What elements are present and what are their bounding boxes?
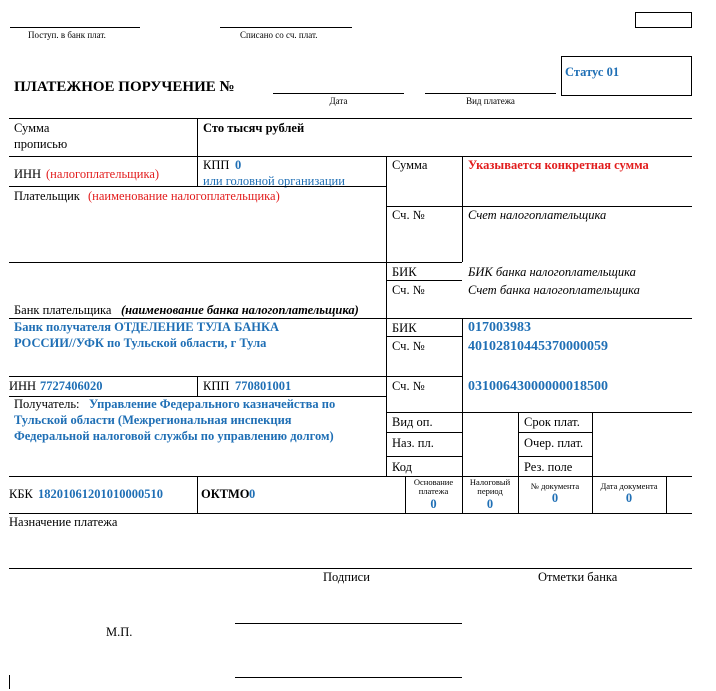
recipient-bank-bik-label: БИК: [392, 321, 417, 335]
debited-line: [220, 27, 352, 28]
received-line: [10, 27, 140, 28]
codes-divider-518: [518, 412, 519, 476]
payer-bank-name-value: (наименование банка налогоплательщика): [121, 303, 359, 317]
amount-words-label-2: прописью: [14, 137, 68, 151]
status-text: Статус 01: [565, 65, 620, 79]
date-label: Дата: [329, 96, 348, 106]
purpose-code-label: Наз. пл.: [392, 436, 434, 450]
recipient-name-2: Тульской области (Межрегиональная инспекция: [14, 413, 292, 427]
oktmo-value: 0: [249, 487, 256, 501]
line-476: [9, 476, 692, 477]
line-432-left: [386, 432, 462, 433]
payment-type-label: Вид платежа: [466, 96, 515, 106]
debited-label: Списано со сч. плат.: [240, 30, 318, 40]
amount-words-label-1: Сумма: [14, 121, 50, 135]
payer-inn-bottom: [9, 186, 386, 187]
line-262: [9, 262, 462, 263]
payer-sum-label: Сумма: [392, 158, 428, 172]
op-type-label: Вид оп.: [392, 415, 433, 429]
payer-kpp-note: или головной организации: [203, 174, 345, 188]
line-156: [9, 156, 692, 157]
line-376: [9, 376, 462, 377]
doc-number-value: 0: [551, 491, 559, 505]
payer-name-value: (наименование налогоплательщика): [88, 189, 280, 203]
doc-date-value: 0: [625, 491, 633, 505]
period-label-2: период: [477, 486, 503, 496]
recipient-kpp-label: КПП: [203, 379, 230, 393]
line-513: [9, 513, 692, 514]
recipient-bank-account-value: 40102810445370000059: [468, 339, 608, 354]
code-label: Код: [392, 460, 412, 474]
line-432-right: [518, 432, 592, 433]
recipient-bank-name-1: Банк получателя ОТДЕЛЕНИЕ ТУЛА БАНКА: [14, 320, 280, 334]
signatures-label: Подписи: [323, 570, 370, 584]
payer-account-label: Сч. №: [392, 208, 425, 222]
value-column-divider-2: [462, 318, 463, 476]
line-456-right: [518, 456, 592, 457]
recipient-bank-name-2: РОССИИ//УФК по Тульской области, г Тула: [14, 336, 267, 350]
basis-label-2: платежа: [418, 486, 449, 496]
payer-bank-account-value: Счет банка налогоплательщика: [468, 283, 640, 297]
amount-words-divider: [197, 118, 198, 156]
recipient-bank-account-label: Сч. №: [392, 339, 425, 353]
kbk-label: КБК: [9, 487, 33, 501]
payment-type-line: [425, 93, 556, 94]
basis-value: 0: [430, 497, 437, 511]
payer-inn-kpp-divider: [197, 156, 198, 186]
stamp-label: М.П.: [106, 625, 133, 639]
recipient-account-label: Сч. №: [392, 379, 425, 393]
line-568: [9, 568, 692, 569]
basis-label-1: Основание: [413, 477, 454, 487]
period-label-1: Налоговый: [469, 477, 511, 487]
codes-divider-592: [592, 412, 593, 476]
line-318: [9, 318, 692, 319]
payer-bank-name-label: Банк плательщика: [14, 303, 112, 317]
recipient-kpp-value: 770801001: [235, 379, 292, 393]
payer-inn-value: (налогоплательщика): [46, 167, 160, 181]
recipient-inn-label: ИНН: [9, 379, 37, 393]
payer-bank-bik-value: БИК банка налогоплательщика: [468, 265, 636, 279]
recipient-bank-bik-value: 017003983: [468, 320, 531, 335]
date-line: [273, 93, 404, 94]
left-edge-mark: [9, 675, 10, 689]
period-value: 0: [486, 497, 494, 511]
line-412: [386, 412, 692, 413]
page-title: ПЛАТЕЖНОЕ ПОРУЧЕНИЕ №: [14, 79, 235, 95]
form-code-box: [635, 12, 692, 28]
main-column-divider: [386, 156, 387, 476]
payer-account-value: Счет налогоплательщика: [468, 208, 607, 222]
recipient-name-1: Управление Федерального казначейства по: [89, 397, 336, 411]
recipient-label: Получатель:: [14, 397, 80, 411]
line-206: [386, 206, 692, 207]
line-280: [386, 280, 462, 281]
payer-sum-value: Указывается конкретная сумма: [468, 158, 649, 172]
due-date-label: Срок плат.: [524, 415, 580, 429]
form-top-border: [9, 118, 692, 119]
oktmo-label: ОКТМО: [201, 487, 250, 501]
kbk-divider: [197, 476, 198, 513]
payer-kpp-value: 0: [235, 158, 242, 172]
value-column-divider-1: [462, 156, 463, 262]
payer-name-label: Плательщик: [14, 189, 80, 203]
amount-words-value: Сто тысяч рублей: [203, 121, 305, 135]
recipient-account-value: 03100643000000018500: [468, 379, 608, 394]
signature-line-1: [235, 623, 462, 624]
recipient-inn-kpp-divider: [197, 376, 198, 396]
recipient-inn-value: 7727406020: [40, 379, 103, 393]
doc-number-label: № документа: [530, 481, 580, 491]
payer-bank-account-label: Сч. №: [392, 283, 425, 297]
purpose-label: Назначение платежа: [9, 515, 118, 529]
order-label: Очер. плат.: [524, 436, 584, 450]
tax-divider-666: [666, 476, 667, 513]
payer-bank-bik-label: БИК: [392, 265, 417, 279]
line-336: [386, 336, 462, 337]
doc-date-label: Дата документа: [600, 481, 658, 491]
received-label: Поступ. в банк плат.: [28, 30, 106, 40]
bank-marks-label: Отметки банка: [538, 570, 618, 584]
kbk-value: 18201061201010000510: [38, 487, 163, 501]
payer-inn-label: ИНН: [14, 167, 42, 181]
recipient-name-3: Федеральной налоговой службы по управлению долгом): [14, 429, 334, 443]
line-456-left: [386, 456, 462, 457]
signature-line-2: [235, 677, 462, 678]
payer-kpp-label: КПП: [203, 158, 230, 172]
reserve-label: Рез. поле: [524, 460, 573, 474]
